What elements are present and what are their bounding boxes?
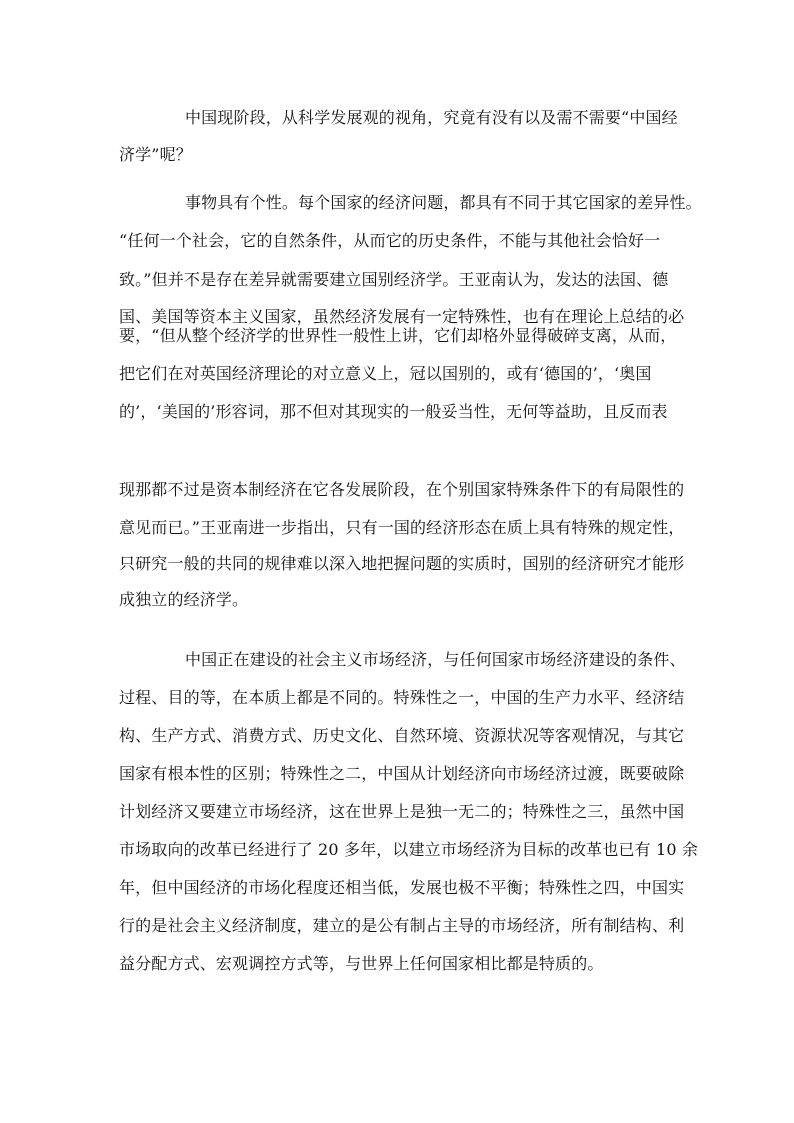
paragraph-2-line-3: 致。”但并不是存在差异就需要建立国别经济学。王亚南认为，发达的法国、德 bbox=[119, 270, 669, 289]
paragraph-3-line-5: 计划经济又要建立市场经济，这在世界上是独一无二的；特殊性之三，虽然中国 bbox=[119, 802, 685, 821]
paragraph-3-line-9: 益分配方式、宏观调控方式等，与世界上任何国家相比都是特质的。 bbox=[119, 954, 604, 973]
paragraph-3-line-4: 国家有根本性的区别；特殊性之二，中国从计划经济向市场经济过渡，既要破除 bbox=[119, 764, 685, 783]
paragraph-3-line-2: 过程、目的等，在本质上都是不同的。特殊性之一，中国的生产力水平、经济结 bbox=[119, 688, 685, 707]
paragraph-3-line-8: 行的是社会主义经济制度，建立的是公有制占主导的市场经济，所有制结构、利 bbox=[119, 916, 685, 935]
paragraph-2-line-1: 事物具有个性。每个国家的经济问题，都具有不同于其它国家的差异性。 bbox=[185, 193, 702, 212]
paragraph-3-line-3: 构、生产方式、消费方式、历史文化、自然环境、资源状况等客观情况，与其它 bbox=[119, 726, 685, 745]
paragraph-2-line-2: “任何一个社会，它的自然条件，从而它的历史条件，不能与其他社会恰好一 bbox=[119, 231, 661, 250]
paragraph-2-line-4: 国、美国等资本主义国家，虽然经济发展有一定特殊性，也有在理论上总结的必 bbox=[119, 307, 685, 326]
paragraph-2-line-6: 把它们在对英国经济理论的对立意义上，冠以国别的，或有‘德国的’，‘奥国 bbox=[119, 364, 652, 383]
paragraph-2-line-10: 只研究一般的共同的规律难以深入地把握问题的实质时，国别的经济研究才能形 bbox=[119, 554, 685, 573]
paragraph-3-line-1: 中国正在建设的社会主义市场经济，与任何国家市场经济建设的条件、 bbox=[185, 650, 686, 669]
paragraph-2-line-7: 的’，‘美国的’形容词，那不但对其现实的一般妥当性，无何等益助，且反而表 bbox=[119, 402, 668, 421]
paragraph-1-line-1: 中国现阶段，从科学发展观的视角，究竟有没有以及需不需要“中国经 bbox=[185, 108, 678, 127]
paragraph-2-line-9: 意见而已。”王亚南进一步指出，只有一国的经济形态在质上具有特殊的规定性， bbox=[119, 518, 685, 537]
paragraph-2-line-8: 现那都不过是资本制经济在它各发展阶段，在个别国家特殊条件下的有局限性的 bbox=[119, 480, 685, 499]
paragraph-3-line-7: 年，但中国经济的市场化程度还相当低，发展也极不平衡；特殊性之四，中国实 bbox=[119, 878, 685, 897]
paragraph-2-line-11: 成独立的经济学。 bbox=[119, 590, 249, 609]
paragraph-3-line-6: 市场取向的改革已经进行了 20 多年，以建立市场经济为目标的改革也已有 10 余 bbox=[119, 840, 699, 859]
paragraph-2-line-5: 要，“但从整个经济学的世界性一般性上讲，它们却格外显得破碎支离，从而， bbox=[119, 326, 677, 345]
paragraph-1-line-2: 济学”呢？ bbox=[119, 145, 192, 164]
